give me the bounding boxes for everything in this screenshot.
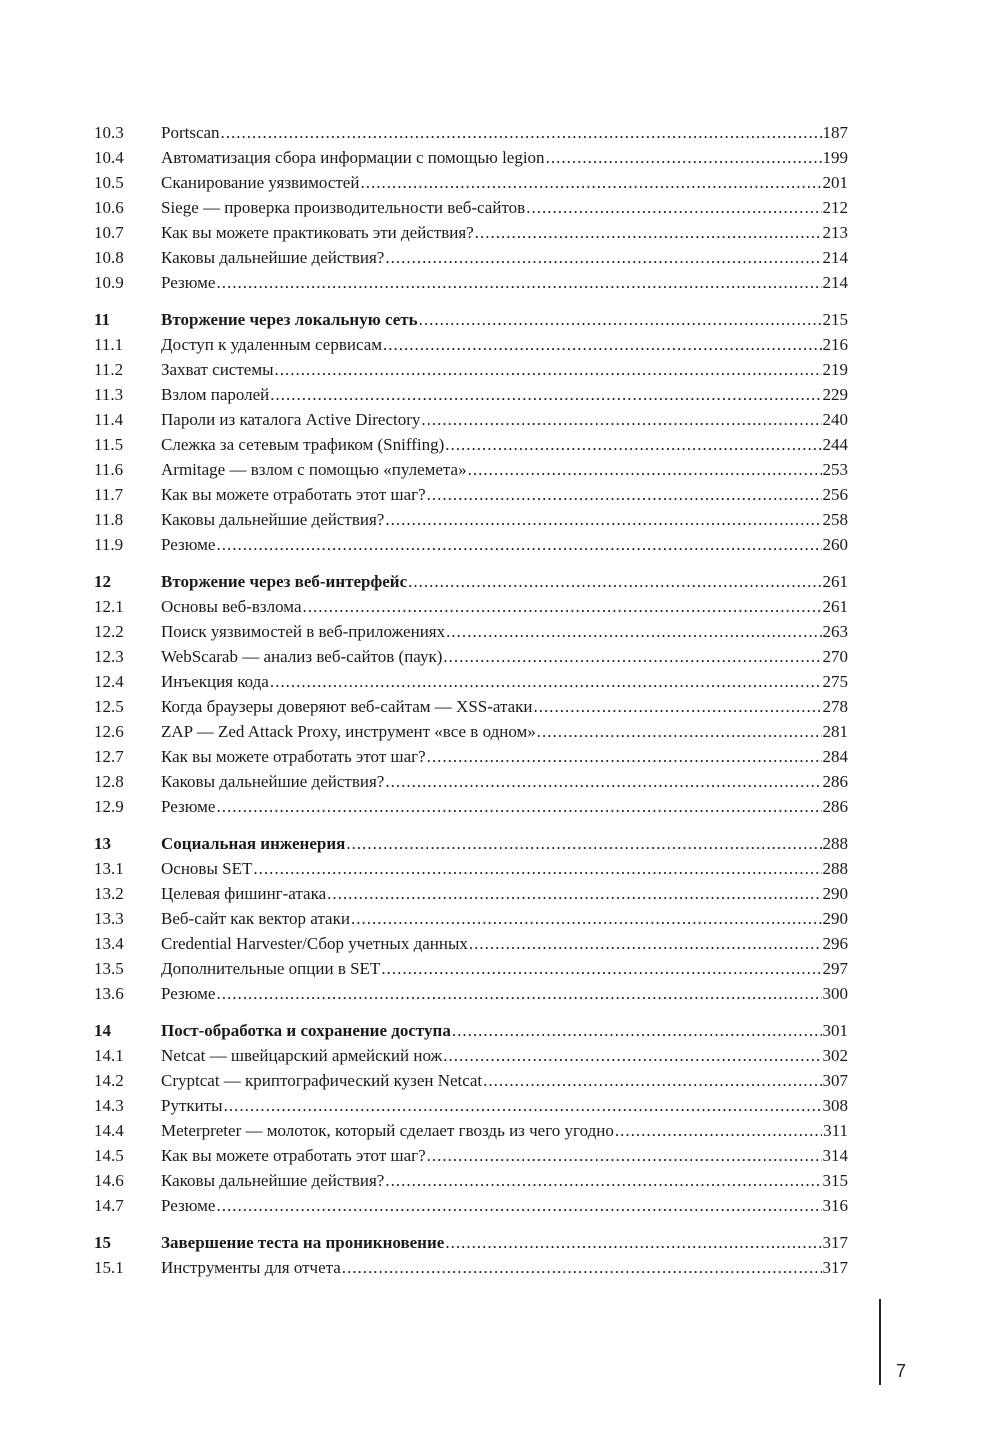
section-number: 10.4 [94, 148, 124, 167]
page-reference: 187 [822, 123, 848, 142]
dot-leader [445, 432, 821, 457]
section-title: Armitage — взлом с помощью «пулемета» [161, 460, 467, 479]
dot-leader [427, 1143, 822, 1168]
section-number: 11.2 [94, 360, 124, 379]
section-number: 12.4 [94, 672, 124, 691]
toc-section-entry [94, 120, 848, 145]
page-reference: 286 [822, 797, 848, 816]
toc-section-entry [94, 694, 848, 719]
dot-leader [452, 1018, 822, 1043]
toc-section-entry [94, 170, 848, 195]
page-reference: 215 [822, 310, 848, 329]
dot-leader [360, 170, 821, 195]
section-number: 14.1 [94, 1046, 124, 1065]
section-number: 13.5 [94, 959, 124, 978]
section-number: 14.6 [94, 1171, 124, 1190]
dot-leader [303, 594, 822, 619]
page-reference: 270 [822, 647, 848, 666]
dot-leader [469, 931, 822, 956]
page-reference: 213 [822, 223, 848, 242]
dot-leader [216, 981, 821, 1006]
toc-section-entry [94, 956, 848, 981]
toc-section-entry [94, 881, 848, 906]
section-title: Как вы можете отработать этот шаг? [161, 485, 426, 504]
toc-chapter-entry [94, 1230, 848, 1255]
section-title: Автоматизация сбора информации с помощью legion [161, 148, 545, 167]
section-title: Резюме [161, 535, 216, 554]
toc-chapter-group [94, 1230, 848, 1280]
dot-leader [385, 245, 821, 270]
dot-leader [443, 644, 821, 669]
toc-chapter-group [94, 831, 848, 1006]
toc-section-entry [94, 220, 848, 245]
section-number: 13.3 [94, 909, 124, 928]
page-reference: 278 [822, 697, 848, 716]
page-number: 7 [896, 1361, 907, 1381]
section-number: 13.2 [94, 884, 124, 903]
section-number: 15 [94, 1233, 111, 1252]
page-reference: 288 [822, 859, 848, 878]
section-title: Слежка за сетевым трафиком (Sniffing) [161, 435, 445, 454]
page-reference: 317 [822, 1233, 848, 1252]
page-reference: 219 [822, 360, 848, 379]
toc-section-entry [94, 769, 848, 794]
section-number: 13 [94, 834, 111, 853]
page-reference: 297 [822, 959, 848, 978]
section-title: Каковы дальнейшие действия? [161, 510, 385, 529]
section-title: Инструменты для отчета [161, 1258, 341, 1277]
dot-leader [615, 1118, 822, 1143]
section-number: 11.1 [94, 335, 124, 354]
page-reference: 201 [822, 173, 848, 192]
page-reference: 286 [822, 772, 848, 791]
section-number: 11.8 [94, 510, 124, 529]
section-title: Netcat — швейцарский армейский нож [161, 1046, 443, 1065]
page-reference: 256 [822, 485, 848, 504]
section-title: Пост-обработка и сохранение доступа [161, 1021, 451, 1040]
dot-leader [475, 220, 822, 245]
section-title: Целевая фишинг-атака [161, 884, 327, 903]
toc-section-entry [94, 719, 848, 744]
page-reference: 308 [822, 1096, 848, 1115]
table-of-contents [94, 120, 848, 1292]
section-number: 12.1 [94, 597, 124, 616]
section-title: Резюме [161, 984, 216, 1003]
page-reference: 216 [822, 335, 848, 354]
toc-section-entry [94, 931, 848, 956]
page-reference: 311 [823, 1121, 848, 1140]
page-reference: 300 [822, 984, 848, 1003]
toc-section-entry [94, 594, 848, 619]
page-reference: 229 [822, 385, 848, 404]
dot-leader [327, 881, 821, 906]
page-reference: 315 [822, 1171, 848, 1190]
dot-leader [421, 407, 821, 432]
toc-section-entry [94, 1118, 848, 1143]
section-number: 12.8 [94, 772, 124, 791]
section-number: 14.4 [94, 1121, 124, 1140]
section-title: Вторжение через веб-интерфейс [161, 572, 408, 591]
dot-leader [270, 669, 822, 694]
toc-section-entry [94, 357, 848, 382]
toc-section-entry [94, 1193, 848, 1218]
page-reference: 307 [822, 1071, 848, 1090]
section-title: Как вы можете отработать этот шаг? [161, 1146, 426, 1165]
dot-leader [408, 569, 821, 594]
section-number: 13.6 [94, 984, 124, 1003]
toc-section-entry [94, 507, 848, 532]
toc-section-entry [94, 794, 848, 819]
page-reference: 314 [822, 1146, 848, 1165]
toc-section-entry [94, 270, 848, 295]
section-title: Социальная инженерия [161, 834, 346, 853]
dot-leader [427, 482, 822, 507]
dot-leader [216, 532, 821, 557]
section-number: 10.5 [94, 173, 124, 192]
dot-leader [253, 856, 821, 881]
section-number: 11.9 [94, 535, 124, 554]
page-reference: 261 [822, 597, 848, 616]
section-title: Cryptcat — криптографический кузен Netcat [161, 1071, 483, 1090]
section-number: 13.4 [94, 934, 124, 953]
section-title: Инъекция кода [161, 672, 269, 691]
dot-leader [351, 906, 822, 931]
section-title: Siege — проверка производительности веб-сайтов [161, 198, 526, 217]
toc-chapter-entry [94, 569, 848, 594]
section-number: 10.9 [94, 273, 124, 292]
section-number: 11.4 [94, 410, 124, 429]
toc-section-entry [94, 1143, 848, 1168]
dot-leader [270, 382, 821, 407]
section-title: Взлом паролей [161, 385, 270, 404]
dot-leader [534, 694, 822, 719]
section-number: 11 [94, 310, 111, 329]
section-title: Сканирование уязвимостей [161, 173, 360, 192]
dot-leader [275, 357, 822, 382]
dot-leader [216, 794, 821, 819]
page-reference: 316 [822, 1196, 848, 1215]
section-number: 14.7 [94, 1196, 124, 1215]
dot-leader [385, 1168, 821, 1193]
dot-leader [342, 1255, 822, 1280]
dot-leader [443, 1043, 821, 1068]
toc-section-entry [94, 195, 848, 220]
section-number: 14.5 [94, 1146, 124, 1165]
toc-section-entry [94, 1168, 848, 1193]
section-title: Как вы можете отработать этот шаг? [161, 747, 426, 766]
dot-leader [483, 1068, 821, 1093]
section-number: 11.7 [94, 485, 124, 504]
page-reference: 317 [822, 1258, 848, 1277]
section-title: Portscan [161, 123, 220, 142]
section-number: 14.2 [94, 1071, 124, 1090]
section-title: ZAP — Zed Attack Proxy, инструмент «все в одном» [161, 722, 536, 741]
toc-section-entry [94, 482, 848, 507]
toc-chapter-entry [94, 831, 848, 856]
section-title: Каковы дальнейшие действия? [161, 1171, 385, 1190]
dot-leader [385, 507, 821, 532]
page-reference: 253 [822, 460, 848, 479]
page-reference: 261 [822, 572, 848, 591]
toc-section-entry [94, 1255, 848, 1280]
page-reference: 263 [822, 622, 848, 641]
toc-section-entry [94, 407, 848, 432]
section-number: 14.3 [94, 1096, 124, 1115]
section-title: Резюме [161, 273, 216, 292]
section-number: 13.1 [94, 859, 124, 878]
section-number: 12.6 [94, 722, 124, 741]
section-number: 10.7 [94, 223, 124, 242]
dot-leader [537, 719, 822, 744]
toc-section-entry [94, 145, 848, 170]
section-title: Веб-сайт как вектор атаки [161, 909, 350, 928]
page-reference: 214 [822, 248, 848, 267]
toc-chapter-entry [94, 1018, 848, 1043]
toc-chapter-group [94, 569, 848, 819]
section-title: Каковы дальнейшие действия? [161, 248, 385, 267]
section-number: 12.2 [94, 622, 124, 641]
page-reference: 288 [822, 834, 848, 853]
page-reference: 302 [822, 1046, 848, 1065]
section-title: Пароли из каталога Active Directory [161, 410, 421, 429]
page-reference: 281 [822, 722, 848, 741]
dot-leader [216, 1193, 821, 1218]
section-number: 12.5 [94, 697, 124, 716]
toc-section-entry [94, 619, 848, 644]
section-number: 12.3 [94, 647, 124, 666]
section-title: Credential Harvester/Сбор учетных данных [161, 934, 468, 953]
page-reference: 258 [822, 510, 848, 529]
dot-leader [445, 1230, 821, 1255]
section-title: Основы SET [161, 859, 253, 878]
toc-section-entry [94, 457, 848, 482]
page-reference: 290 [822, 909, 848, 928]
section-title: Каковы дальнейшие действия? [161, 772, 385, 791]
page-reference: 240 [822, 410, 848, 429]
dot-leader [346, 831, 821, 856]
toc-section-entry [94, 1043, 848, 1068]
section-title: Руткиты [161, 1096, 223, 1115]
section-title: Резюме [161, 1196, 216, 1215]
section-title: Когда браузеры доверяют веб-сайтам — XSS-атаки [161, 697, 533, 716]
dot-leader [224, 1093, 822, 1118]
section-number: 10.6 [94, 198, 124, 217]
section-title: Вторжение через локальную сеть [161, 310, 418, 329]
toc-section-entry [94, 744, 848, 769]
toc-chapter-entry [94, 307, 848, 332]
dot-leader [427, 744, 822, 769]
section-title: Meterpreter — молоток, который сделает гвоздь из чего угодно [161, 1121, 614, 1140]
section-number: 10.3 [94, 123, 124, 142]
dot-leader [383, 332, 821, 357]
dot-leader [216, 270, 821, 295]
toc-section-entry [94, 1068, 848, 1093]
toc-chapter-group [94, 120, 848, 295]
page-reference: 260 [822, 535, 848, 554]
page-reference: 199 [822, 148, 848, 167]
dot-leader [468, 457, 822, 482]
section-number: 11.6 [94, 460, 124, 479]
page-reference: 214 [822, 273, 848, 292]
section-number: 15.1 [94, 1258, 124, 1277]
section-title: Доступ к удаленным сервисам [161, 335, 383, 354]
section-title: WebScarab — анализ веб-сайтов (паук) [161, 647, 443, 666]
page-reference: 296 [822, 934, 848, 953]
toc-section-entry [94, 856, 848, 881]
page-reference: 212 [822, 198, 848, 217]
page-reference: 290 [822, 884, 848, 903]
toc-section-entry [94, 669, 848, 694]
section-title: Резюме [161, 797, 216, 816]
section-title: Основы веб-взлома [161, 597, 302, 616]
toc-section-entry [94, 432, 848, 457]
section-number: 11.5 [94, 435, 124, 454]
toc-section-entry [94, 532, 848, 557]
folio-rule [879, 1299, 881, 1385]
page-reference: 275 [822, 672, 848, 691]
dot-leader [526, 195, 821, 220]
dot-leader [419, 307, 822, 332]
section-title: Завершение теста на проникновение [161, 1233, 445, 1252]
toc-section-entry [94, 644, 848, 669]
toc-chapter-group [94, 307, 848, 557]
section-number: 12.7 [94, 747, 124, 766]
page-reference: 301 [822, 1021, 848, 1040]
dot-leader [446, 619, 821, 644]
section-title: Дополнительные опции в SET [161, 959, 381, 978]
section-title: Как вы можете практиковать эти действия? [161, 223, 474, 242]
section-title: Захват системы [161, 360, 274, 379]
toc-section-entry [94, 981, 848, 1006]
toc-section-entry [94, 382, 848, 407]
toc-section-entry [94, 906, 848, 931]
dot-leader [221, 120, 822, 145]
page-reference: 284 [822, 747, 848, 766]
section-number: 11.3 [94, 385, 124, 404]
section-number: 12.9 [94, 797, 124, 816]
dot-leader [385, 769, 821, 794]
toc-section-entry [94, 1093, 848, 1118]
page-reference: 244 [822, 435, 848, 454]
section-number: 14 [94, 1021, 111, 1040]
toc-section-entry [94, 245, 848, 270]
toc-section-entry [94, 332, 848, 357]
dot-leader [381, 956, 821, 981]
section-number: 12 [94, 572, 111, 591]
section-number: 10.8 [94, 248, 124, 267]
section-title: Поиск уязвимостей в веб-приложениях [161, 622, 446, 641]
dot-leader [546, 145, 822, 170]
toc-chapter-group [94, 1018, 848, 1218]
